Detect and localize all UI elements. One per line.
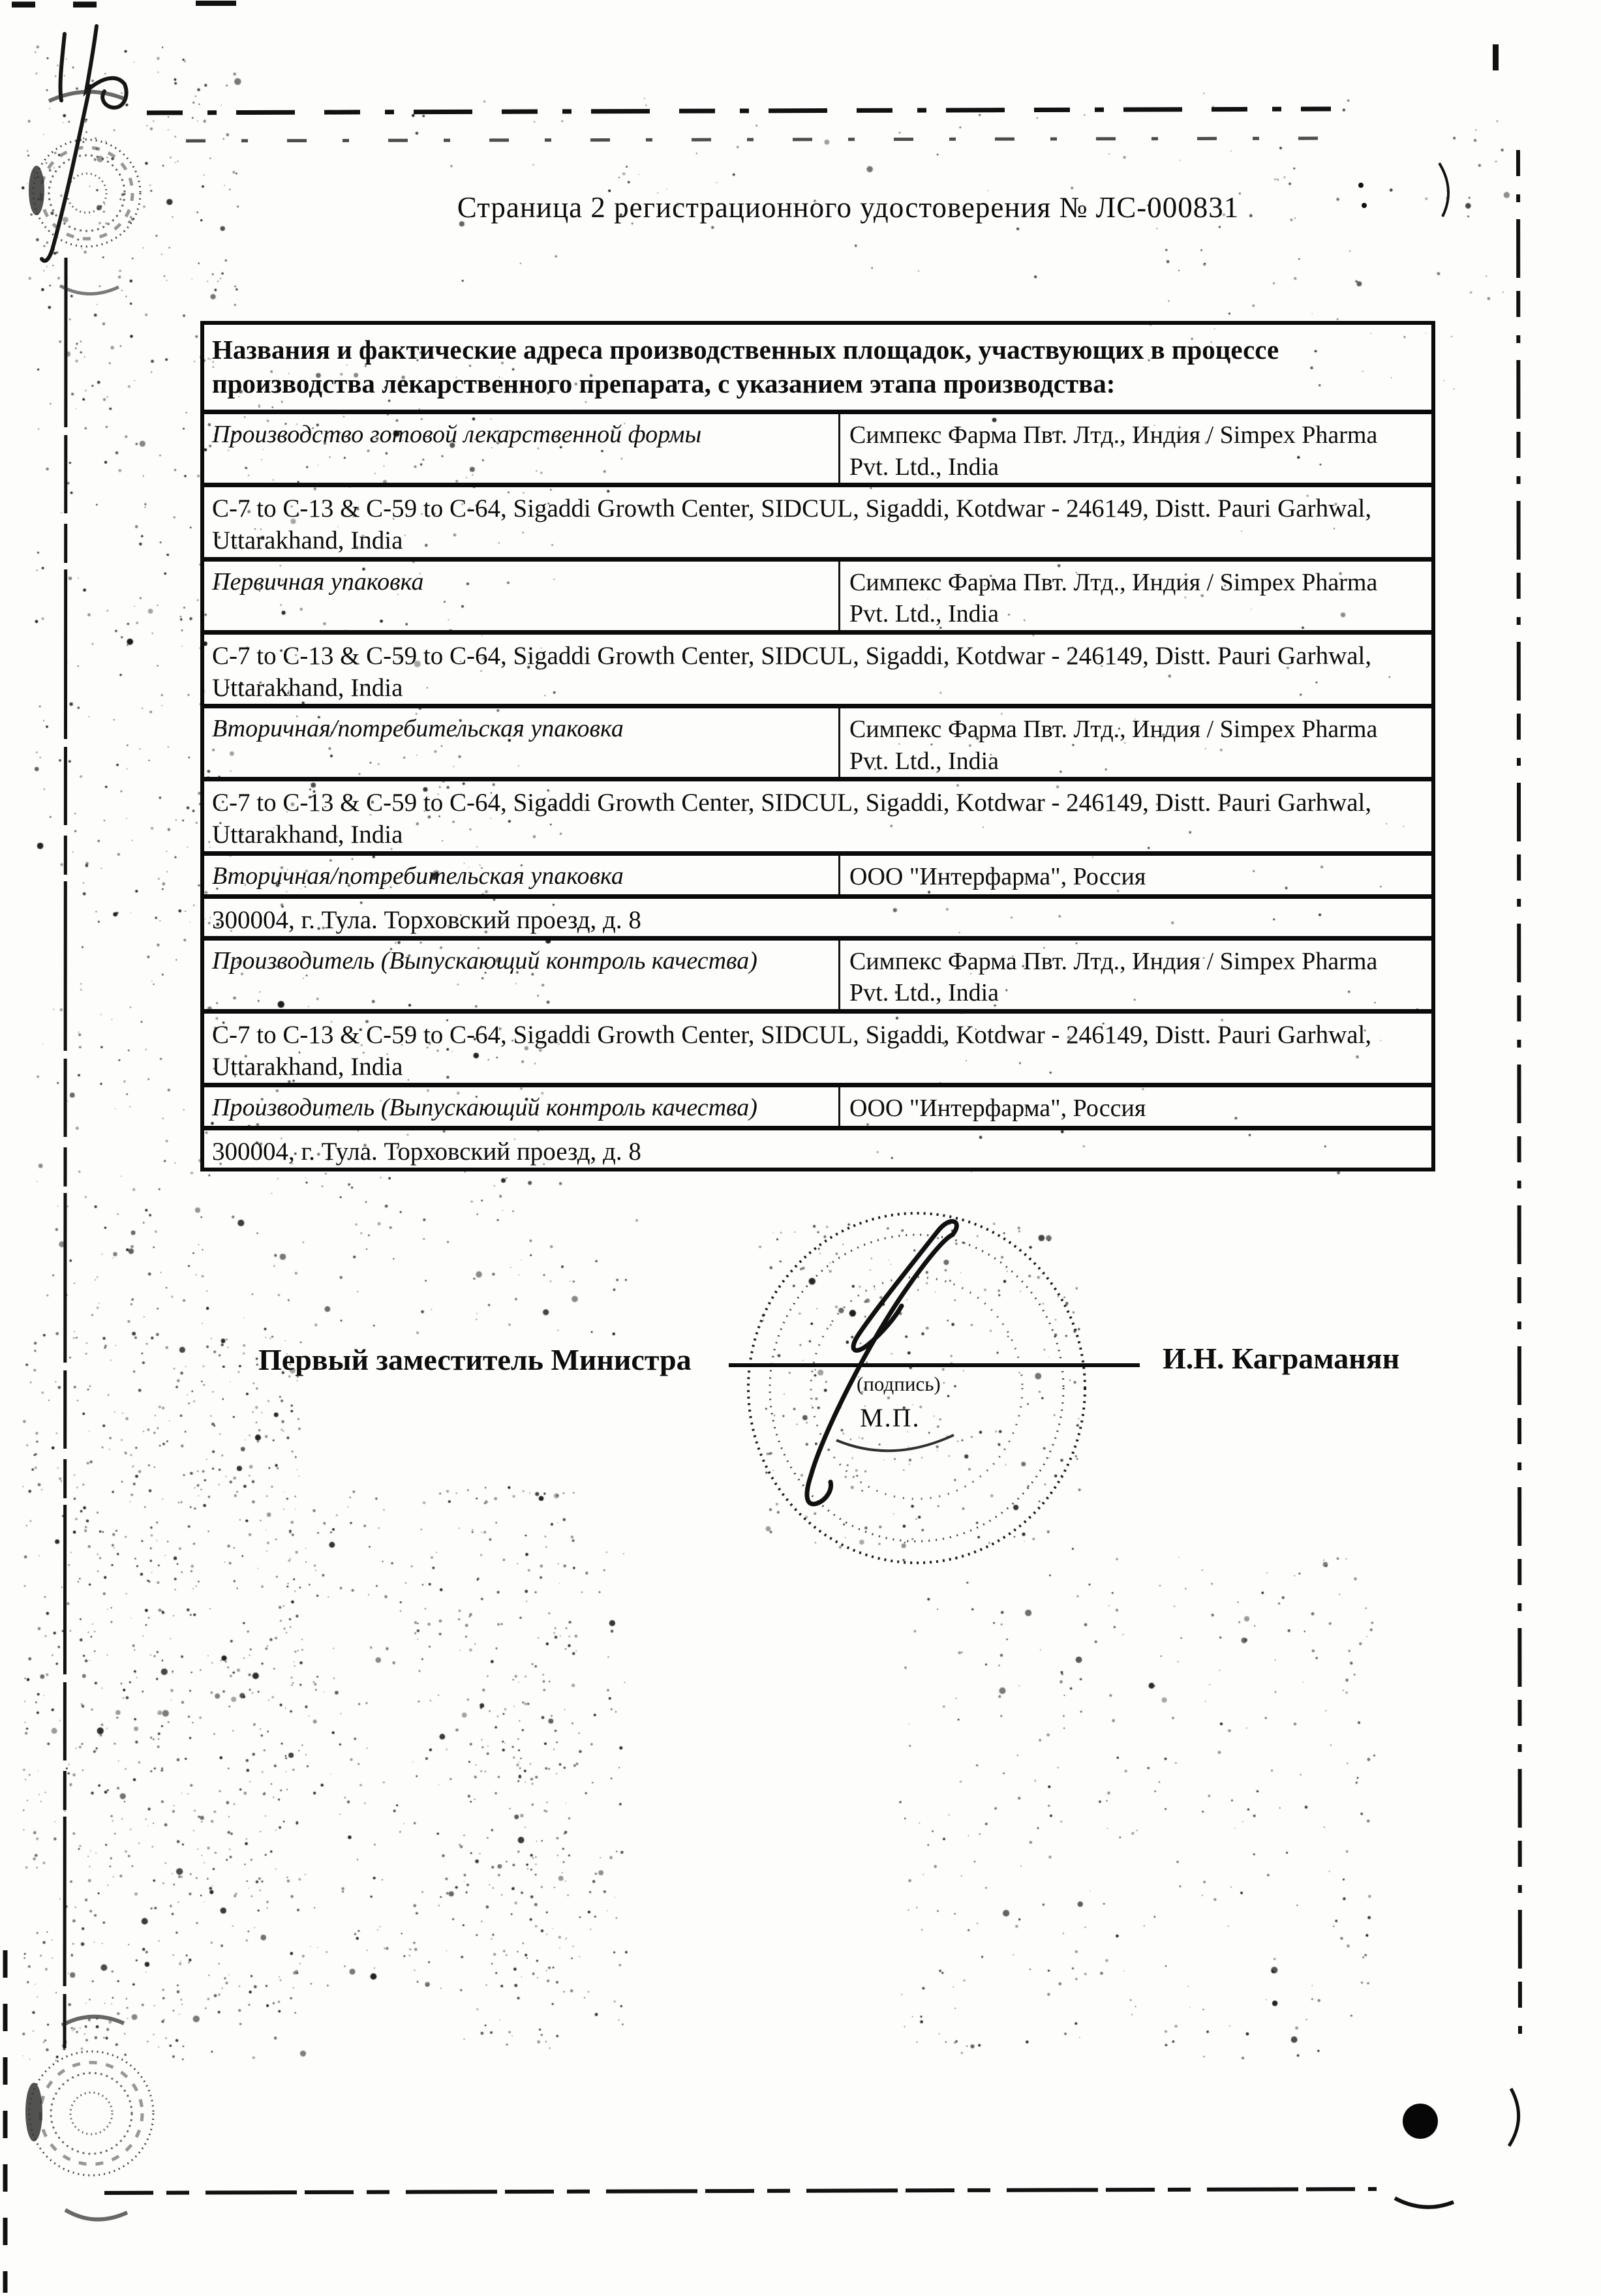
- address-cell: C-7 to C-13 & C-59 to C-64, Sigaddi Growth Center, SIDCUL, Sigaddi, Kotdwar - 246149, Distt. Pauri Garhwal, Uttarakhand, India: [212, 1020, 1372, 1081]
- address-cell: 300004, г. Тула. Торховский проезд, д. 8: [212, 905, 641, 934]
- company-cell: ООО "Интерфарма", Россия: [849, 862, 1146, 890]
- rosette-watermark-top-icon: [29, 92, 140, 294]
- table-row-stage-4: [204, 936, 1431, 1009]
- stage-cell: Производитель (Выпускающий контроль качества): [204, 941, 840, 1009]
- company-cell: Симпекс Фарма Пвт. Лтд., Индия / Simpex Pharma Pvt. Ltd., India: [849, 421, 1378, 481]
- scan-artifacts-top-right: [1358, 44, 1499, 217]
- table-row-stage-0: [204, 410, 1431, 483]
- table-row-address-3: [204, 894, 1431, 936]
- table-row-stage-3: [204, 851, 1431, 894]
- address-cell: C-7 to C-13 & C-59 to C-64, Sigaddi Growth Center, SIDCUL, Sigaddi, Kotdwar - 246149, Distt. Pauri Garhwal, Uttarakhand, India: [212, 494, 1372, 555]
- stage-cell: Первичная упаковка: [204, 562, 840, 630]
- punch-hole-dot: [1403, 2104, 1438, 2139]
- company-cell: Симпекс Фарма Пвт. Лтд., Индия / Simpex Pharma Pvt. Ltd., India: [849, 716, 1378, 775]
- company-cell: Симпекс Фарма Пвт. Лтд., Индия / Simpex Pharma Pvt. Ltd., India: [849, 568, 1378, 628]
- signature-caption: (подпись): [857, 1372, 941, 1395]
- signatory-role-label: Первый заместитель Министра: [258, 1343, 692, 1376]
- page-title: Страница 2 регистрационного удостоверения № ЛС-000831: [457, 191, 1240, 224]
- scan-artifacts-bottom-right: [1395, 2089, 1519, 2207]
- stage-cell: Производство готовой лекарственной формы: [204, 414, 840, 483]
- address-cell: C-7 to C-13 & C-59 to C-64, Sigaddi Growth Center, SIDCUL, Sigaddi, Kotdwar - 246149, Distt. Pauri Garhwal, Uttarakhand, India: [212, 641, 1372, 702]
- table-row-address-5: [204, 1126, 1431, 1168]
- table-header-row: [204, 325, 1431, 410]
- address-cell: C-7 to C-13 & C-59 to C-64, Sigaddi Growth Center, SIDCUL, Sigaddi, Kotdwar - 246149, Distt. Pauri Garhwal, Uttarakhand, India: [212, 789, 1372, 849]
- table-row-address-2: [204, 777, 1431, 851]
- rosette-watermark-bottom-icon: [25, 2017, 153, 2220]
- table-row-stage-1: [204, 557, 1431, 630]
- stage-cell: Вторичная/потребительская упаковка: [204, 856, 840, 894]
- stage-cell: Производитель (Выпускающий контроль качества): [204, 1087, 840, 1126]
- table-row-address-0: [204, 483, 1431, 556]
- company-cell: Симпекс Фарма Пвт. Лтд., Индия / Simpex Pharma Pvt. Ltd., India: [849, 947, 1378, 1007]
- table-row-address-4: [204, 1009, 1431, 1083]
- table-header: Названия и фактические адреса производственных площадок, участвующих в процессе производства лекарственного препарата, с указанием этапа производства:: [212, 335, 1279, 399]
- signatory-name: И.Н. Каграманян: [1163, 1342, 1400, 1375]
- address-cell: 300004, г. Тула. Торховский проезд, д. 8: [212, 1138, 641, 1166]
- production-sites-table: [200, 321, 1435, 1171]
- seal-place-caption: М.П.: [860, 1403, 921, 1432]
- stage-cell: Вторичная/потребительская упаковка: [204, 708, 840, 777]
- table-row-stage-2: [204, 704, 1431, 777]
- company-cell: ООО "Интерфарма", Россия: [849, 1095, 1146, 1123]
- table-row-stage-5: [204, 1083, 1431, 1126]
- signature-line: [729, 1363, 1140, 1367]
- table-row-address-1: [204, 630, 1431, 704]
